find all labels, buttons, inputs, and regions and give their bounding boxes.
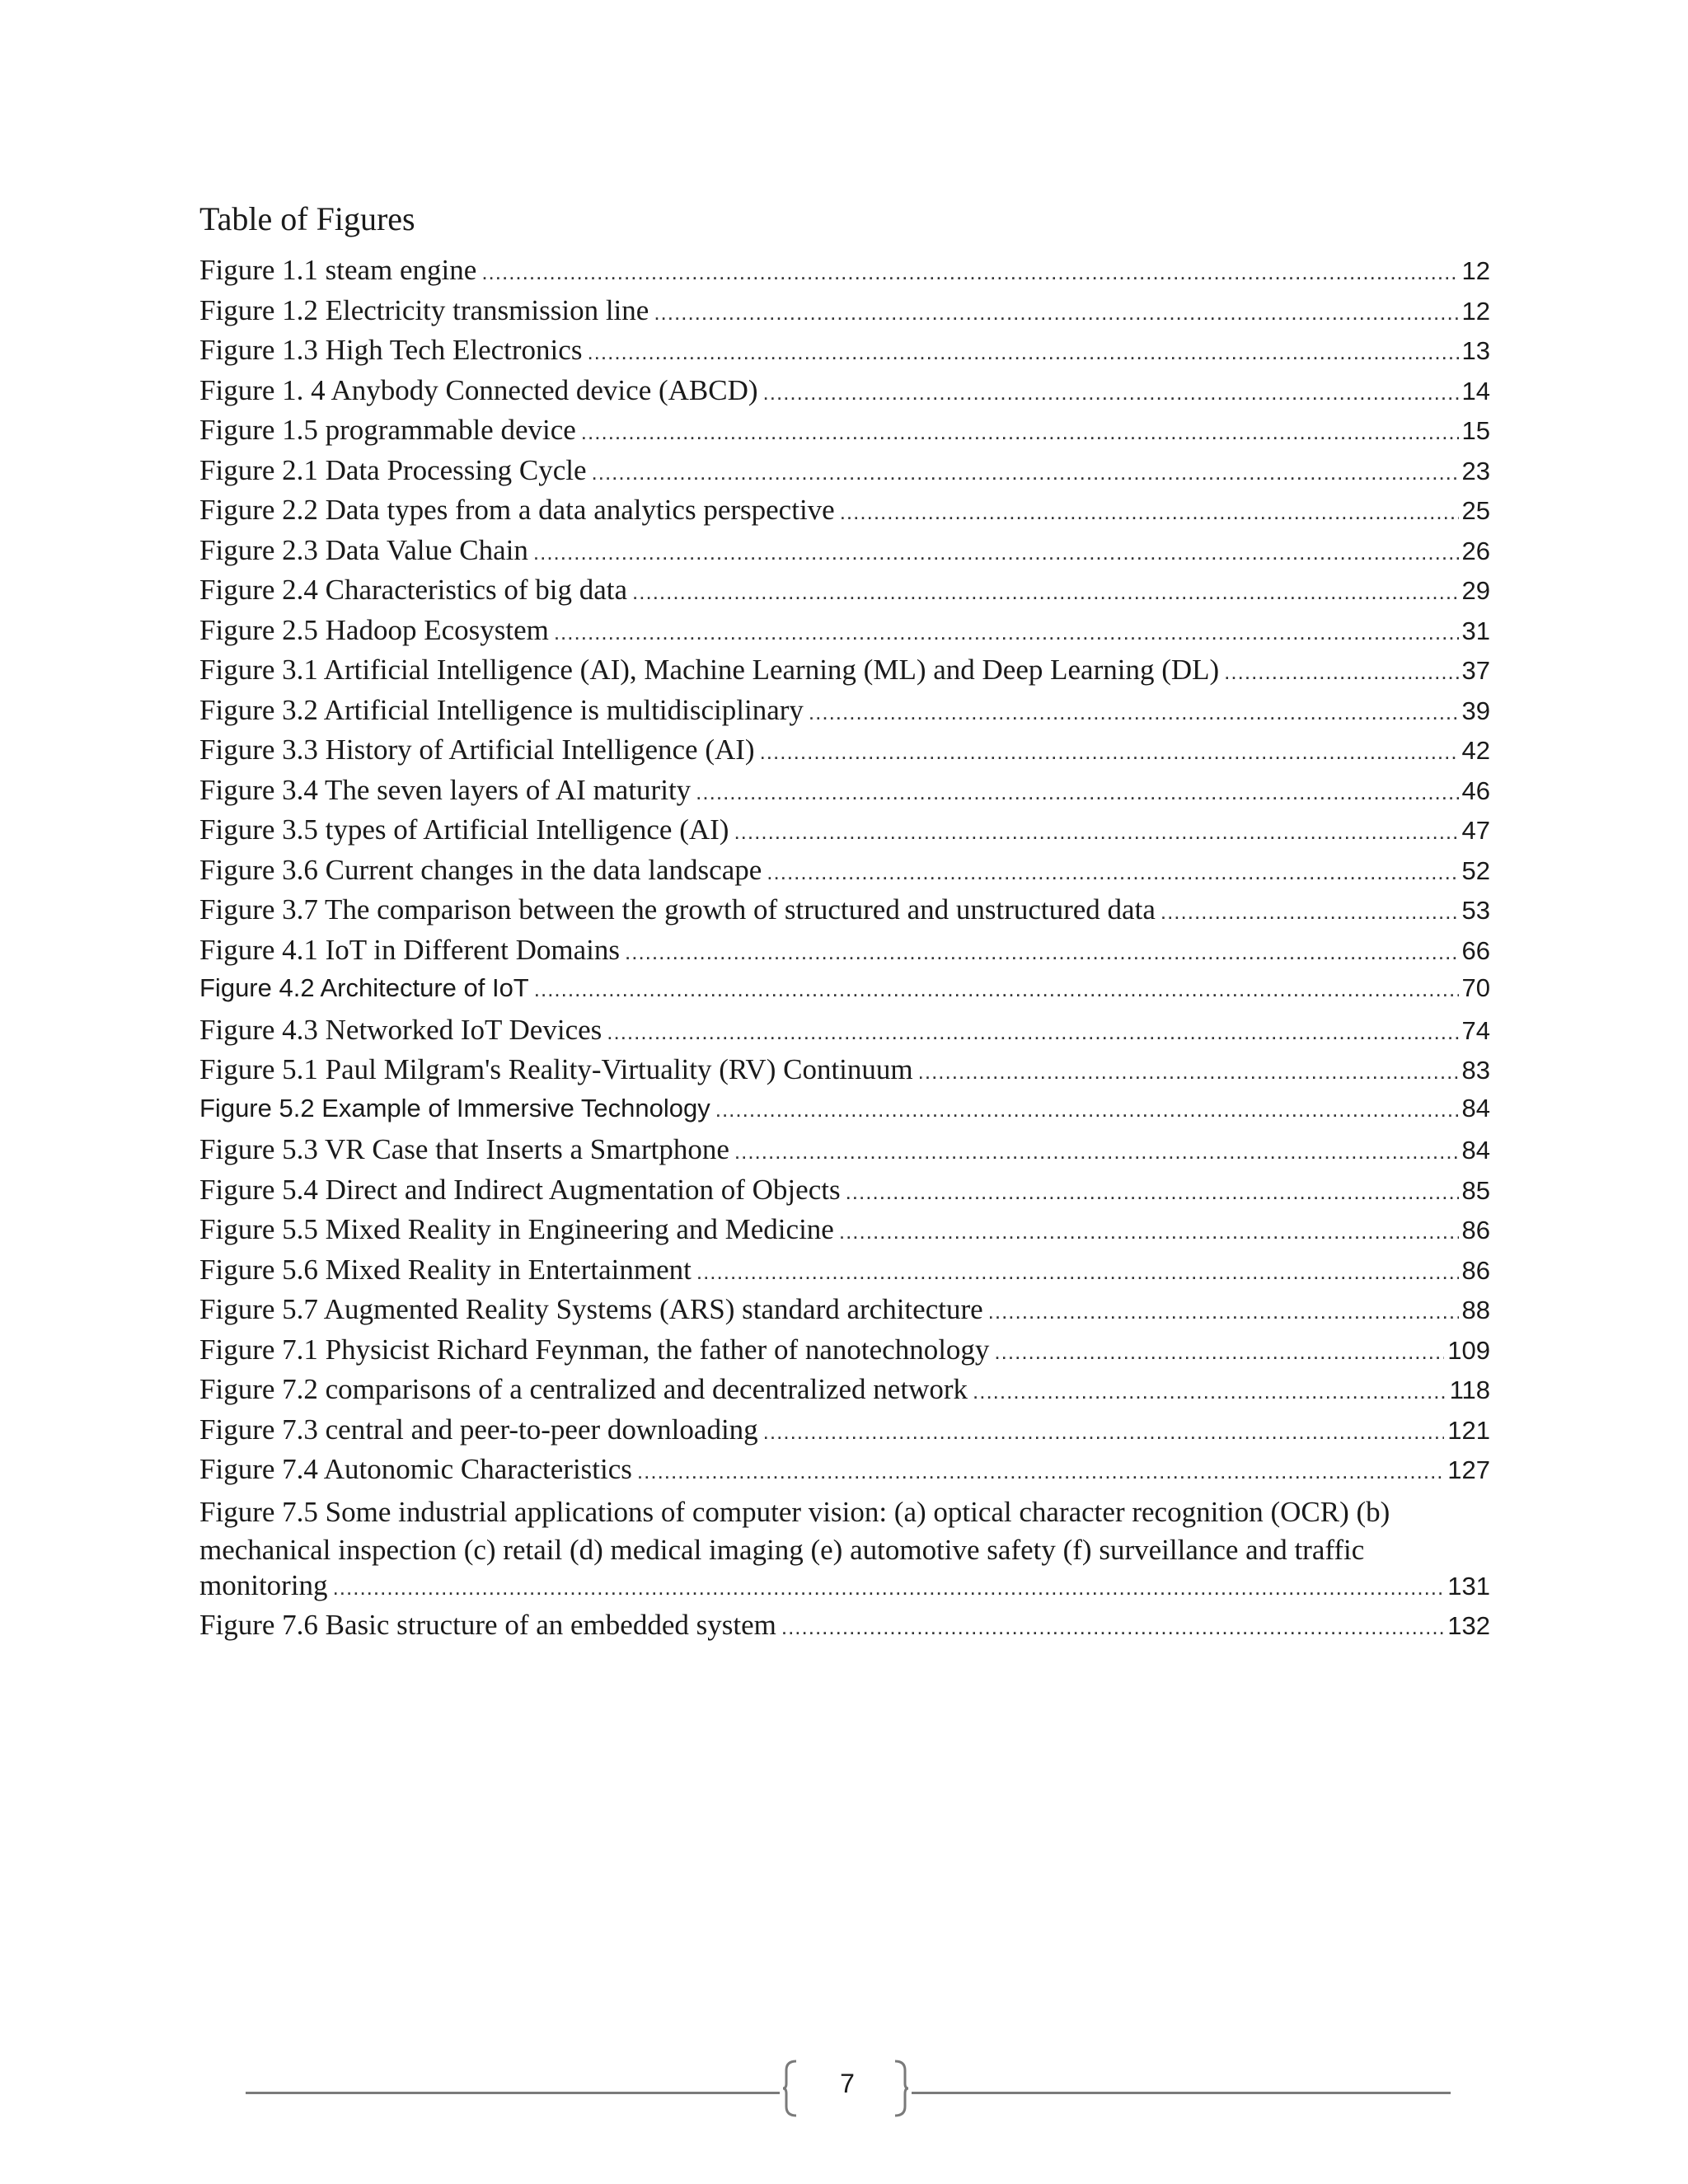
dot-leader <box>809 700 1459 725</box>
toc-entry[interactable] <box>199 1174 1490 1214</box>
entry-page-number: 74 <box>1461 1015 1490 1045</box>
toc-entry[interactable] <box>199 494 1490 534</box>
table-of-figures-list <box>199 254 1490 1649</box>
entry-last-line <box>199 1569 1490 1610</box>
entry-page-number: 84 <box>1461 1136 1490 1165</box>
entry-label: Figure 1.3 High Tech Electronics <box>199 334 583 366</box>
entry-page-number: 86 <box>1461 1255 1490 1285</box>
entry-label-line-3: monitoring <box>199 1568 328 1601</box>
entry-label: Figure 7.3 central and peer-to-peer downloading <box>199 1413 758 1446</box>
right-bracket-icon <box>893 2059 910 2118</box>
dot-leader <box>625 940 1459 965</box>
entry-label: Figure 3.5 types of Artificial Intelligence (AI) <box>199 813 729 846</box>
toc-entry[interactable] <box>199 1453 1490 1493</box>
entry-page-number: 14 <box>1461 376 1490 405</box>
entry-label: Figure 5.3 VR Case that Inserts a Smartphone <box>199 1133 729 1165</box>
dot-leader <box>587 340 1458 365</box>
dot-leader <box>333 1575 1445 1601</box>
dot-leader <box>654 300 1458 326</box>
toc-entry[interactable] <box>199 1014 1490 1054</box>
entry-label: Figure 7.4 Autonomic Characteristics <box>199 1453 632 1485</box>
entry-label: Figure 2.1 Data Processing Cycle <box>199 453 587 486</box>
entry-label: Figure 2.4 Characteristics of big data <box>199 574 628 606</box>
dot-leader <box>839 1219 1459 1244</box>
toc-entry[interactable] <box>199 1254 1490 1294</box>
entry-page-number: 13 <box>1461 336 1490 365</box>
dot-leader <box>994 1339 1444 1365</box>
dot-leader <box>696 1259 1459 1285</box>
toc-entry-figure-7-6[interactable] <box>199 1609 1490 1649</box>
entry-page-number: 31 <box>1461 616 1490 645</box>
entry-label: Figure 3.7 The comparison between the growth of structured and unstructured data <box>199 893 1156 926</box>
entry-page-number: 86 <box>1461 1216 1490 1244</box>
entry-page-number: 70 <box>1461 973 1490 1002</box>
dot-leader <box>973 1379 1447 1404</box>
entry-page-number: 121 <box>1447 1415 1490 1445</box>
entry-label-line-1: Figure 7.5 Some industrial applications of computer vision: (a) optical character recognition (OCR) (b) <box>199 1495 1390 1528</box>
toc-entry[interactable] <box>199 614 1490 654</box>
dot-leader <box>632 579 1458 605</box>
dot-leader <box>918 1059 1459 1085</box>
toc-entry[interactable] <box>199 854 1490 894</box>
footer-rule-right <box>912 2092 1451 2094</box>
dot-leader <box>696 780 1458 805</box>
toc-entry[interactable] <box>199 1333 1490 1374</box>
entry-label: Figure 5.4 Direct and Indirect Augmentation of Objects <box>199 1173 841 1206</box>
toc-entry[interactable] <box>199 973 1490 1014</box>
dot-leader <box>554 620 1459 645</box>
entry-page-number: 127 <box>1447 1455 1490 1484</box>
toc-entry[interactable] <box>199 1053 1490 1094</box>
toc-entry[interactable] <box>199 414 1490 454</box>
dot-leader <box>781 1615 1444 1640</box>
entry-page-number: 47 <box>1461 816 1490 845</box>
dot-leader <box>481 260 1458 285</box>
toc-entry[interactable] <box>199 294 1490 335</box>
entry-label: Figure 1.5 programmable device <box>199 414 576 446</box>
entry-label: Figure 4.1 IoT in Different Domains <box>199 933 621 966</box>
entry-page-number: 15 <box>1461 416 1490 445</box>
entry-page-number: 109 <box>1447 1335 1490 1365</box>
entry-label: Figure 2.5 Hadoop Ecosystem <box>199 613 549 646</box>
entry-label: Figure 7.1 Physicist Richard Feynman, the father of nanotechnology <box>199 1333 990 1366</box>
dot-leader <box>534 977 1459 1002</box>
toc-entry[interactable] <box>199 334 1490 374</box>
toc-entry[interactable] <box>199 574 1490 614</box>
toc-entry[interactable] <box>199 254 1490 294</box>
entry-page-number: 12 <box>1461 256 1490 285</box>
dot-leader <box>637 1459 1444 1484</box>
entry-page-number: 88 <box>1461 1296 1490 1324</box>
entry-page-number: 26 <box>1461 536 1490 565</box>
dot-leader <box>763 1419 1445 1445</box>
dot-leader <box>1224 659 1458 685</box>
entry-label-line-2: mechanical inspection (c) retail (d) medical imaging (e) automotive safety (f) surveillance and traffic <box>199 1533 1365 1566</box>
entry-label: Figure 4.3 Networked IoT Devices <box>199 1013 603 1046</box>
entry-label: Figure 1. 4 Anybody Connected device (ABCD) <box>199 373 758 406</box>
toc-entry[interactable] <box>199 1094 1490 1134</box>
page-footer <box>246 2059 1451 2125</box>
entry-page-number: 66 <box>1461 935 1490 965</box>
entry-page-number: 39 <box>1461 696 1490 725</box>
toc-entry[interactable] <box>199 774 1490 814</box>
entry-page-number: 53 <box>1461 896 1490 925</box>
entry-label: Figure 3.1 Artificial Intelligence (AI), Machine Learning (ML) and Deep Learning (DL) <box>199 654 1220 686</box>
toc-entry[interactable] <box>199 1133 1490 1174</box>
toc-entry[interactable] <box>199 654 1490 694</box>
toc-entry[interactable] <box>199 893 1490 934</box>
entry-page-number: 46 <box>1461 776 1490 805</box>
dot-leader <box>734 819 1458 845</box>
toc-entry[interactable] <box>199 534 1490 574</box>
toc-entry-figure-7-5[interactable] <box>199 1493 1490 1610</box>
toc-entry[interactable] <box>199 813 1490 854</box>
toc-entry[interactable] <box>199 694 1490 734</box>
entry-label: Figure 5.2 Example of Immersive Technology <box>199 1093 710 1122</box>
entry-label: Figure 2.2 Data types from a data analytics perspective <box>199 494 835 526</box>
entry-label: Figure 1.1 steam engine <box>199 254 477 286</box>
entry-page-number: 52 <box>1461 855 1490 885</box>
toc-entry[interactable] <box>199 454 1490 494</box>
entry-page-number: 42 <box>1461 736 1490 765</box>
left-bracket-icon <box>781 2059 798 2118</box>
entry-label: Figure 3.2 Artificial Intelligence is multidisciplinary <box>199 693 804 726</box>
entry-page-number: 85 <box>1461 1175 1490 1205</box>
dot-leader <box>533 540 1459 565</box>
toc-entry[interactable] <box>199 1373 1490 1413</box>
dot-leader <box>988 1299 1459 1324</box>
entries-container <box>199 254 1490 1493</box>
entry-label: Figure 5.6 Mixed Reality in Entertainment <box>199 1253 692 1286</box>
entry-page-number: 29 <box>1461 576 1490 605</box>
entry-label: Figure 5.5 Mixed Reality in Engineering and Medicine <box>199 1213 834 1245</box>
entry-label: Figure 7.2 comparisons of a centralized and decentralized network <box>199 1373 968 1405</box>
entry-page-number: 83 <box>1461 1056 1490 1085</box>
entry-page-number: 118 <box>1449 1376 1490 1404</box>
dot-leader <box>715 1097 1459 1122</box>
toc-entry[interactable] <box>199 374 1490 415</box>
entry-label: Figure 5.1 Paul Milgram's Reality-Virtuality (RV) Continuum <box>199 1053 913 1085</box>
entry-label: Figure 2.3 Data Value Chain <box>199 533 528 566</box>
footer-rule-left <box>246 2092 780 2094</box>
dot-leader <box>846 1179 1459 1205</box>
dot-leader <box>581 419 1459 445</box>
entry-label: Figure 1.2 Electricity transmission line <box>199 293 649 326</box>
entry-label: Figure 3.3 History of Artificial Intelligence (AI) <box>199 733 755 766</box>
page-title: Table of Figures <box>199 200 415 237</box>
toc-entry[interactable] <box>199 1213 1490 1254</box>
entry-label: Figure 3.4 The seven layers of AI maturity <box>199 773 692 806</box>
entry-page-number: 132 <box>1447 1611 1490 1640</box>
toc-entry[interactable] <box>199 934 1490 974</box>
toc-entry[interactable] <box>199 1413 1490 1454</box>
dot-leader <box>763 380 1459 405</box>
entry-page-number: 37 <box>1461 656 1490 685</box>
entry-label: Figure 5.7 Augmented Reality Systems (ARS) standard architecture <box>199 1293 983 1325</box>
entry-label: Figure 4.2 Architecture of IoT <box>199 973 529 1002</box>
entry-page-number: 23 <box>1461 456 1490 485</box>
entry-page-number: 131 <box>1447 1571 1490 1601</box>
dot-leader <box>592 460 1459 485</box>
toc-entry[interactable] <box>199 1293 1490 1333</box>
entry-page-number: 84 <box>1461 1093 1490 1122</box>
dot-leader <box>767 860 1458 885</box>
dot-leader <box>734 1139 1459 1165</box>
entry-page-number: 12 <box>1461 296 1490 326</box>
dot-leader <box>760 739 1459 765</box>
toc-entry[interactable] <box>199 733 1490 774</box>
page-number: 7 <box>840 2069 855 2098</box>
dot-leader <box>840 499 1459 525</box>
entry-label: Figure 7.6 Basic structure of an embedded system <box>199 1609 776 1641</box>
dot-leader <box>607 1019 1458 1045</box>
entry-label: Figure 3.6 Current changes in the data landscape <box>199 853 762 886</box>
dot-leader <box>1160 899 1459 925</box>
entry-page-number: 25 <box>1461 496 1490 525</box>
